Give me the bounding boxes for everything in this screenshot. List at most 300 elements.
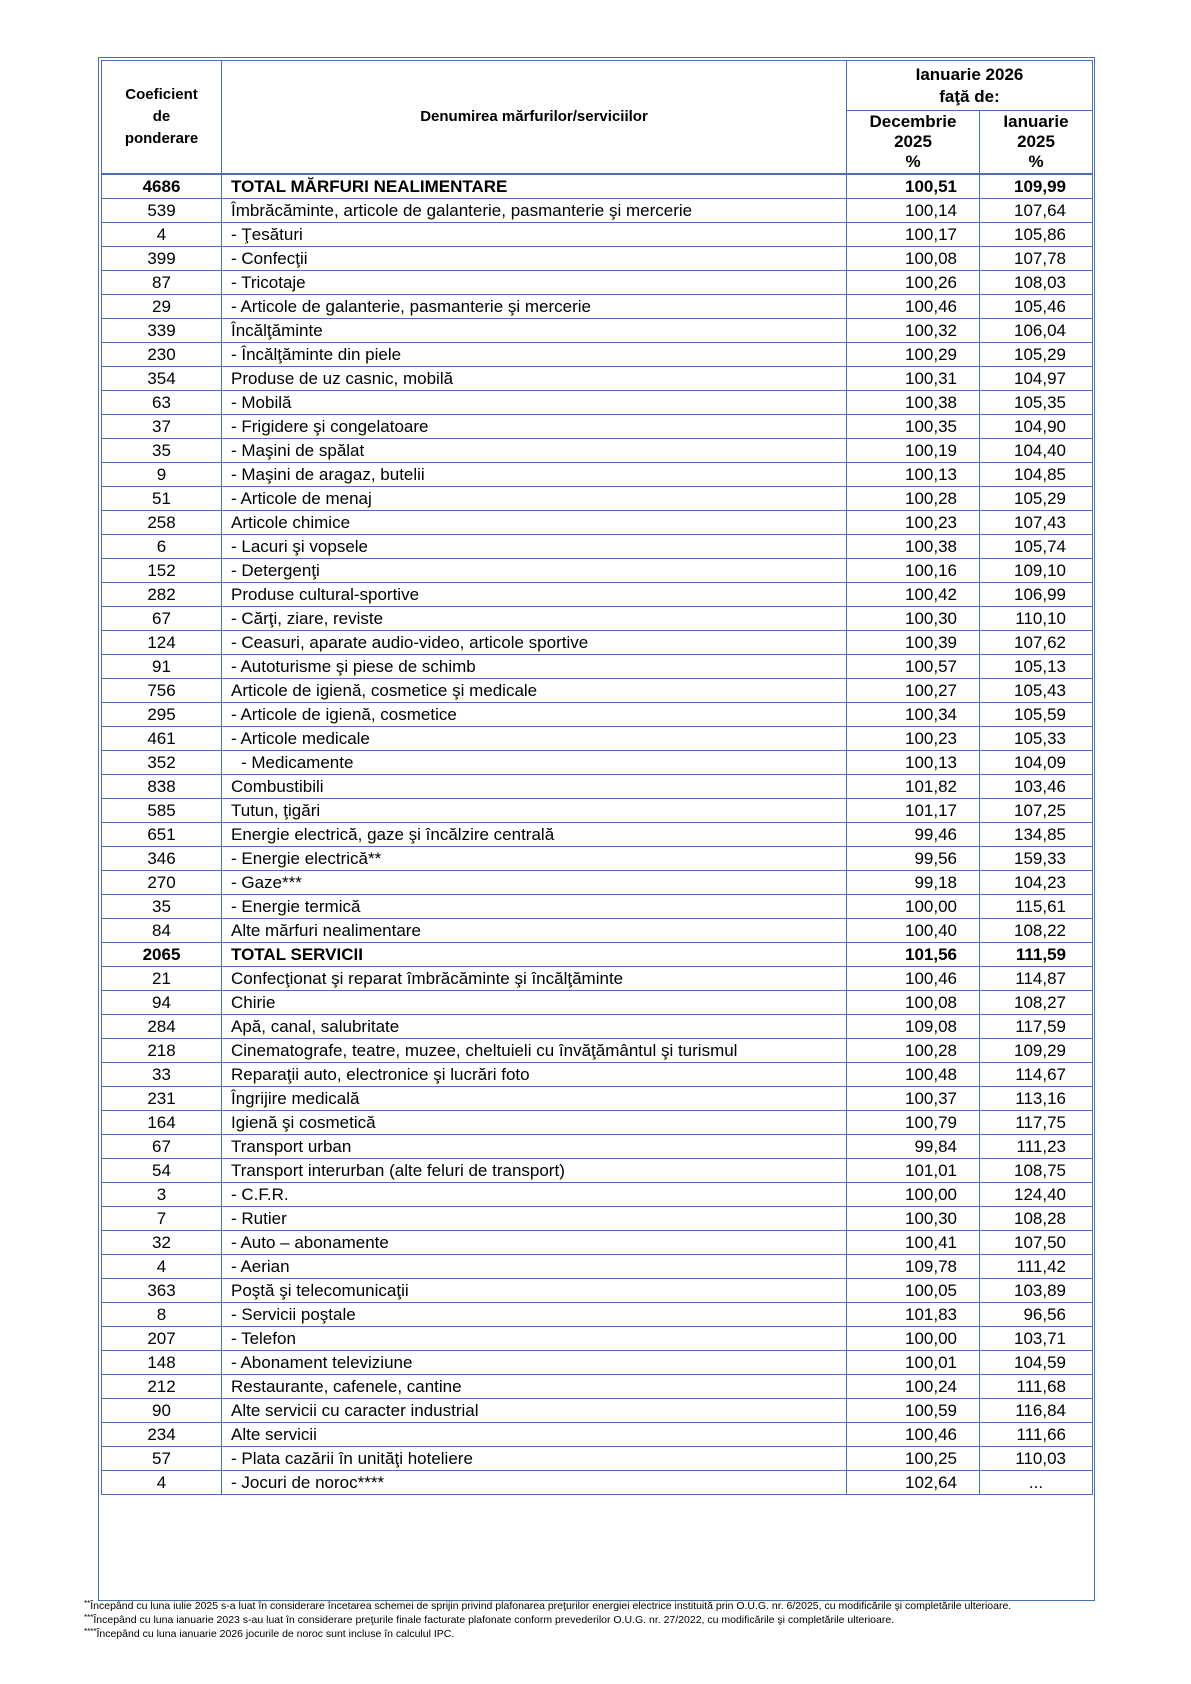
jan-value-cell: 109,99 — [980, 174, 1093, 199]
dec-value-cell: 100,35 — [847, 415, 980, 439]
table-row — [102, 1159, 1093, 1183]
table-row — [102, 871, 1093, 895]
footnote — [84, 1598, 1144, 1612]
table-row — [102, 775, 1093, 799]
jan-value-cell: 114,87 — [980, 967, 1093, 991]
dec-value-cell: 100,34 — [847, 703, 980, 727]
coef-cell: 4686 — [102, 174, 222, 199]
coef-cell: 35 — [102, 439, 222, 463]
table-row — [102, 1063, 1093, 1087]
name-cell: - Articole de galanterie, pasmanterie şi mercerie — [222, 295, 847, 319]
jan-value-cell: 111,68 — [980, 1375, 1093, 1399]
header-dec-line: Decembrie — [869, 112, 957, 131]
jan-value-cell: 116,84 — [980, 1399, 1093, 1423]
name-cell: Articole chimice — [222, 511, 847, 535]
coef-cell: 6 — [102, 535, 222, 559]
coef-cell: 33 — [102, 1063, 222, 1087]
coef-cell: 4 — [102, 1471, 222, 1495]
table-row — [102, 415, 1093, 439]
dec-value-cell: 100,38 — [847, 535, 980, 559]
jan-value-cell: 108,03 — [980, 271, 1093, 295]
coef-cell: 9 — [102, 463, 222, 487]
footnotes — [84, 1598, 1144, 1640]
table-row — [102, 799, 1093, 823]
dec-value-cell: 100,46 — [847, 1423, 980, 1447]
price-index-table — [101, 60, 1093, 1495]
dec-value-cell: 100,27 — [847, 679, 980, 703]
name-cell: - Articole de igienă, cosmetice — [222, 703, 847, 727]
table-row — [102, 895, 1093, 919]
name-cell: - Plata cazării în unităţi hoteliere — [222, 1447, 847, 1471]
coef-cell: 67 — [102, 607, 222, 631]
name-cell: Confecţionat şi reparat îmbrăcăminte şi încălţăminte — [222, 967, 847, 991]
jan-value-cell: 107,43 — [980, 511, 1093, 535]
coef-cell: 29 — [102, 295, 222, 319]
jan-value-cell: 124,40 — [980, 1183, 1093, 1207]
coef-cell: 207 — [102, 1327, 222, 1351]
footnote — [84, 1612, 1144, 1626]
name-cell: Îmbrăcăminte, articole de galanterie, pasmanterie şi mercerie — [222, 199, 847, 223]
jan-value-cell: 104,59 — [980, 1351, 1093, 1375]
name-cell: - Energie electrică** — [222, 847, 847, 871]
name-cell: Produse de uz casnic, mobilă — [222, 367, 847, 391]
table-row — [102, 1183, 1093, 1207]
header-dec-line: 2025 — [894, 132, 932, 151]
jan-value-cell: 113,16 — [980, 1087, 1093, 1111]
table-row — [102, 1471, 1093, 1495]
coef-cell: 7 — [102, 1207, 222, 1231]
table-row — [102, 271, 1093, 295]
name-cell: - Cărţi, ziare, reviste — [222, 607, 847, 631]
dec-value-cell: 100,32 — [847, 319, 980, 343]
name-cell: Îngrijire medicală — [222, 1087, 847, 1111]
dec-value-cell: 102,64 — [847, 1471, 980, 1495]
jan-value-cell: 110,03 — [980, 1447, 1093, 1471]
table-row — [102, 1087, 1093, 1111]
coef-cell: 21 — [102, 967, 222, 991]
dec-value-cell: 100,57 — [847, 655, 980, 679]
dec-value-cell: 100,51 — [847, 174, 980, 199]
jan-value-cell: 108,28 — [980, 1207, 1093, 1231]
dec-value-cell: 100,29 — [847, 343, 980, 367]
name-cell: - Încălţăminte din piele — [222, 343, 847, 367]
name-cell: Poştă şi telecomunicaţii — [222, 1279, 847, 1303]
table-row — [102, 343, 1093, 367]
name-cell: - Articole de menaj — [222, 487, 847, 511]
name-cell: Articole de igienă, cosmetice şi medicale — [222, 679, 847, 703]
dec-value-cell: 100,25 — [847, 1447, 980, 1471]
name-cell: - Aerian — [222, 1255, 847, 1279]
dec-value-cell: 100,19 — [847, 439, 980, 463]
jan-value-cell: 105,35 — [980, 391, 1093, 415]
name-cell: - Medicamente — [222, 751, 847, 775]
dec-value-cell: 100,46 — [847, 967, 980, 991]
jan-value-cell: 105,29 — [980, 343, 1093, 367]
table-row — [102, 487, 1093, 511]
jan-value-cell: 105,46 — [980, 295, 1093, 319]
table-row — [102, 511, 1093, 535]
table-row — [102, 1447, 1093, 1471]
jan-value-cell: ... — [980, 1471, 1093, 1495]
coef-cell: 651 — [102, 823, 222, 847]
coef-cell: 2065 — [102, 943, 222, 967]
dec-value-cell: 100,08 — [847, 991, 980, 1015]
name-cell: - Telefon — [222, 1327, 847, 1351]
name-cell: - Tricotaje — [222, 271, 847, 295]
coef-cell: 234 — [102, 1423, 222, 1447]
table-row — [102, 319, 1093, 343]
table-row — [102, 1039, 1093, 1063]
coef-cell: 8 — [102, 1303, 222, 1327]
coef-cell: 212 — [102, 1375, 222, 1399]
name-cell: - Frigidere şi congelatoare — [222, 415, 847, 439]
coef-cell: 756 — [102, 679, 222, 703]
dec-value-cell: 100,00 — [847, 895, 980, 919]
coef-cell: 282 — [102, 583, 222, 607]
name-cell: - Articole medicale — [222, 727, 847, 751]
jan-value-cell: 104,40 — [980, 439, 1093, 463]
coef-cell: 164 — [102, 1111, 222, 1135]
coef-cell: 352 — [102, 751, 222, 775]
coef-cell: 90 — [102, 1399, 222, 1423]
header-jan-line: Ianuarie — [1003, 112, 1069, 131]
jan-value-cell: 117,75 — [980, 1111, 1093, 1135]
jan-value-cell: 107,25 — [980, 799, 1093, 823]
dec-value-cell: 100,37 — [847, 1087, 980, 1111]
header-dec-2025 — [847, 111, 980, 175]
name-cell: TOTAL MĂRFURI NEALIMENTARE — [222, 174, 847, 199]
table-row — [102, 247, 1093, 271]
name-cell: Igienă şi cosmetică — [222, 1111, 847, 1135]
header-jan-line: % — [1028, 152, 1044, 171]
table-row — [102, 1207, 1093, 1231]
name-cell: - Mobilă — [222, 391, 847, 415]
coef-cell: 91 — [102, 655, 222, 679]
dec-value-cell: 99,84 — [847, 1135, 980, 1159]
jan-value-cell: 105,29 — [980, 487, 1093, 511]
name-cell: Chirie — [222, 991, 847, 1015]
dec-value-cell: 100,30 — [847, 1207, 980, 1231]
name-cell: Transport urban — [222, 1135, 847, 1159]
jan-value-cell: 111,66 — [980, 1423, 1093, 1447]
table-body — [102, 174, 1093, 1495]
name-cell: Cinematografe, teatre, muzee, cheltuieli cu învăţământul şi turismul — [222, 1039, 847, 1063]
dec-value-cell: 100,23 — [847, 511, 980, 535]
footnote-text: Începând cu luna ianuarie 2026 jocurile de noroc sunt incluse în calculul IPC. — [96, 1628, 455, 1640]
coef-cell: 84 — [102, 919, 222, 943]
dec-value-cell: 100,41 — [847, 1231, 980, 1255]
table-row — [102, 607, 1093, 631]
dec-value-cell: 100,26 — [847, 271, 980, 295]
jan-value-cell: 111,59 — [980, 943, 1093, 967]
jan-value-cell: 111,23 — [980, 1135, 1093, 1159]
table-row — [102, 1327, 1093, 1351]
table-row — [102, 1375, 1093, 1399]
table-row — [102, 1351, 1093, 1375]
coef-cell: 94 — [102, 991, 222, 1015]
coef-cell: 63 — [102, 391, 222, 415]
table-row — [102, 967, 1093, 991]
name-cell: Transport interurban (alte feluri de transport) — [222, 1159, 847, 1183]
jan-value-cell: 107,50 — [980, 1231, 1093, 1255]
header-coef-line: Coeficient — [125, 86, 198, 103]
jan-value-cell: 104,09 — [980, 751, 1093, 775]
table-row — [102, 583, 1093, 607]
jan-value-cell: 105,13 — [980, 655, 1093, 679]
name-cell: - Maşini de aragaz, butelii — [222, 463, 847, 487]
footnote-text: Începând cu luna ianuarie 2023 s-au luat în considerare preţurile finale facturate plafonate conform prevederilor O.U.G. nr. 27/2022, cu modificările şi completările ulterioare. — [93, 1614, 895, 1626]
table-row — [102, 391, 1093, 415]
coef-cell: 295 — [102, 703, 222, 727]
table-row — [102, 295, 1093, 319]
coef-cell: 32 — [102, 1231, 222, 1255]
header-coef — [102, 61, 222, 175]
name-cell: Alte servicii — [222, 1423, 847, 1447]
coef-cell: 270 — [102, 871, 222, 895]
coef-cell: 67 — [102, 1135, 222, 1159]
table-row — [102, 751, 1093, 775]
dec-value-cell: 99,46 — [847, 823, 980, 847]
name-cell: - Jocuri de noroc**** — [222, 1471, 847, 1495]
table-row — [102, 703, 1093, 727]
jan-value-cell: 109,29 — [980, 1039, 1093, 1063]
table-row — [102, 1255, 1093, 1279]
coef-cell: 4 — [102, 223, 222, 247]
coef-cell: 231 — [102, 1087, 222, 1111]
header-name: Denumirea mărfurilor/serviciilor — [222, 61, 847, 175]
dec-value-cell: 100,13 — [847, 751, 980, 775]
table-row — [102, 174, 1093, 199]
table-row — [102, 1015, 1093, 1039]
dec-value-cell: 100,79 — [847, 1111, 980, 1135]
coef-cell: 148 — [102, 1351, 222, 1375]
coef-cell: 399 — [102, 247, 222, 271]
jan-value-cell: 109,10 — [980, 559, 1093, 583]
coef-cell: 54 — [102, 1159, 222, 1183]
name-cell: - Confecţii — [222, 247, 847, 271]
header-dec-line: % — [905, 152, 921, 171]
table-row — [102, 943, 1093, 967]
dec-value-cell: 100,24 — [847, 1375, 980, 1399]
name-cell: - Autoturisme şi piese de schimb — [222, 655, 847, 679]
name-cell: - Maşini de spălat — [222, 439, 847, 463]
jan-value-cell: 96,56 — [980, 1303, 1093, 1327]
jan-value-cell: 103,46 — [980, 775, 1093, 799]
dec-value-cell: 100,30 — [847, 607, 980, 631]
dec-value-cell: 100,13 — [847, 463, 980, 487]
name-cell: - Lacuri şi vopsele — [222, 535, 847, 559]
jan-value-cell: 105,59 — [980, 703, 1093, 727]
footnote-mark: **** — [84, 1627, 97, 1636]
dec-value-cell: 100,48 — [847, 1063, 980, 1087]
dec-value-cell: 100,08 — [847, 247, 980, 271]
name-cell: - Abonament televiziune — [222, 1351, 847, 1375]
dec-value-cell: 100,00 — [847, 1327, 980, 1351]
table-row — [102, 631, 1093, 655]
dec-value-cell: 99,56 — [847, 847, 980, 871]
footnote-mark: *** — [84, 1613, 94, 1622]
dec-value-cell: 100,42 — [847, 583, 980, 607]
coef-cell: 87 — [102, 271, 222, 295]
table-row — [102, 1303, 1093, 1327]
jan-value-cell: 107,64 — [980, 199, 1093, 223]
coef-cell: 51 — [102, 487, 222, 511]
dec-value-cell: 101,82 — [847, 775, 980, 799]
dec-value-cell: 100,01 — [847, 1351, 980, 1375]
name-cell: - Servicii poştale — [222, 1303, 847, 1327]
jan-value-cell: 115,61 — [980, 895, 1093, 919]
dec-value-cell: 100,59 — [847, 1399, 980, 1423]
header-period — [847, 61, 1093, 111]
jan-value-cell: 105,86 — [980, 223, 1093, 247]
jan-value-cell: 103,89 — [980, 1279, 1093, 1303]
jan-value-cell: 117,59 — [980, 1015, 1093, 1039]
coef-cell: 258 — [102, 511, 222, 535]
table-row — [102, 679, 1093, 703]
dec-value-cell: 101,01 — [847, 1159, 980, 1183]
jan-value-cell: 108,27 — [980, 991, 1093, 1015]
coef-cell: 152 — [102, 559, 222, 583]
name-cell: Alte servicii cu caracter industrial — [222, 1399, 847, 1423]
jan-value-cell: 104,23 — [980, 871, 1093, 895]
name-cell: - C.F.R. — [222, 1183, 847, 1207]
table-row — [102, 535, 1093, 559]
name-cell: - Detergenţi — [222, 559, 847, 583]
table-row — [102, 1135, 1093, 1159]
name-cell: - Auto – abonamente — [222, 1231, 847, 1255]
dec-value-cell: 99,18 — [847, 871, 980, 895]
coef-cell: 124 — [102, 631, 222, 655]
dec-value-cell: 100,05 — [847, 1279, 980, 1303]
jan-value-cell: 107,78 — [980, 247, 1093, 271]
header-period-line: faţă de: — [939, 86, 1000, 106]
coef-cell: 4 — [102, 1255, 222, 1279]
dec-value-cell: 100,00 — [847, 1183, 980, 1207]
coef-cell: 838 — [102, 775, 222, 799]
coef-cell: 461 — [102, 727, 222, 751]
coef-cell: 363 — [102, 1279, 222, 1303]
header-coef-line: ponderare — [124, 130, 199, 147]
dec-value-cell: 100,16 — [847, 559, 980, 583]
name-cell: Combustibili — [222, 775, 847, 799]
jan-value-cell: 134,85 — [980, 823, 1093, 847]
header-jan-line: 2025 — [1017, 132, 1055, 151]
table-row — [102, 1111, 1093, 1135]
jan-value-cell: 105,33 — [980, 727, 1093, 751]
name-cell: - Rutier — [222, 1207, 847, 1231]
header-period-line: Ianuarie 2026 — [915, 64, 1024, 84]
coef-cell: 284 — [102, 1015, 222, 1039]
name-cell: Apă, canal, salubritate — [222, 1015, 847, 1039]
dec-value-cell: 100,14 — [847, 199, 980, 223]
dec-value-cell: 100,39 — [847, 631, 980, 655]
table-row — [102, 1399, 1093, 1423]
jan-value-cell: 105,43 — [980, 679, 1093, 703]
dec-value-cell: 100,28 — [847, 487, 980, 511]
table-row — [102, 1423, 1093, 1447]
jan-value-cell: 103,71 — [980, 1327, 1093, 1351]
table-row — [102, 463, 1093, 487]
dec-value-cell: 101,83 — [847, 1303, 980, 1327]
table-row — [102, 919, 1093, 943]
jan-value-cell: 106,99 — [980, 583, 1093, 607]
jan-value-cell: 106,04 — [980, 319, 1093, 343]
coef-cell: 346 — [102, 847, 222, 871]
name-cell: - Gaze*** — [222, 871, 847, 895]
coef-cell: 585 — [102, 799, 222, 823]
name-cell: - Ceasuri, aparate audio-video, articole sportive — [222, 631, 847, 655]
jan-value-cell: 107,62 — [980, 631, 1093, 655]
footnote — [84, 1626, 1144, 1640]
jan-value-cell: 105,74 — [980, 535, 1093, 559]
dec-value-cell: 101,56 — [847, 943, 980, 967]
table-row — [102, 655, 1093, 679]
jan-value-cell: 104,90 — [980, 415, 1093, 439]
coef-cell: 37 — [102, 415, 222, 439]
name-cell: - Energie termică — [222, 895, 847, 919]
footnote-mark: ** — [84, 1599, 91, 1608]
dec-value-cell: 101,17 — [847, 799, 980, 823]
table-row — [102, 727, 1093, 751]
table-row — [102, 367, 1093, 391]
jan-value-cell: 159,33 — [980, 847, 1093, 871]
table-row — [102, 199, 1093, 223]
table-row — [102, 1279, 1093, 1303]
dec-value-cell: 100,38 — [847, 391, 980, 415]
table-row — [102, 991, 1093, 1015]
table-row — [102, 847, 1093, 871]
name-cell: Tutun, ţigări — [222, 799, 847, 823]
dec-value-cell: 100,31 — [847, 367, 980, 391]
coef-cell: 354 — [102, 367, 222, 391]
jan-value-cell: 114,67 — [980, 1063, 1093, 1087]
dec-value-cell: 109,08 — [847, 1015, 980, 1039]
table-row — [102, 559, 1093, 583]
table-row — [102, 439, 1093, 463]
jan-value-cell: 111,42 — [980, 1255, 1093, 1279]
coef-cell: 539 — [102, 199, 222, 223]
name-cell: Restaurante, cafenele, cantine — [222, 1375, 847, 1399]
coef-cell: 57 — [102, 1447, 222, 1471]
name-cell: Energie electrică, gaze şi încălzire centrală — [222, 823, 847, 847]
dec-value-cell: 100,28 — [847, 1039, 980, 1063]
coef-cell: 339 — [102, 319, 222, 343]
name-cell: Alte mărfuri nealimentare — [222, 919, 847, 943]
dec-value-cell: 100,17 — [847, 223, 980, 247]
coef-cell: 230 — [102, 343, 222, 367]
dec-value-cell: 100,40 — [847, 919, 980, 943]
name-cell: Produse cultural-sportive — [222, 583, 847, 607]
dec-value-cell: 100,46 — [847, 295, 980, 319]
header-jan-2025 — [980, 111, 1093, 175]
header-coef-line: de — [152, 108, 171, 125]
coef-cell: 35 — [102, 895, 222, 919]
jan-value-cell: 108,75 — [980, 1159, 1093, 1183]
jan-value-cell: 104,85 — [980, 463, 1093, 487]
name-cell: Încălţăminte — [222, 319, 847, 343]
name-cell: Reparaţii auto, electronice şi lucrări foto — [222, 1063, 847, 1087]
jan-value-cell: 108,22 — [980, 919, 1093, 943]
coef-cell: 3 — [102, 1183, 222, 1207]
dec-value-cell: 109,78 — [847, 1255, 980, 1279]
footnote-text: Începând cu luna iulie 2025 s-a luat în considerare încetarea schemei de sprijin privind plafonarea preţurilor energiei electrice instituită prin O.U.G. nr. 6/2025, cu modificările şi completările ulterioare. — [90, 1600, 1012, 1612]
name-cell: TOTAL SERVICII — [222, 943, 847, 967]
jan-value-cell: 110,10 — [980, 607, 1093, 631]
jan-value-cell: 104,97 — [980, 367, 1093, 391]
table-row — [102, 223, 1093, 247]
dec-value-cell: 100,23 — [847, 727, 980, 751]
name-cell: - Ţesături — [222, 223, 847, 247]
